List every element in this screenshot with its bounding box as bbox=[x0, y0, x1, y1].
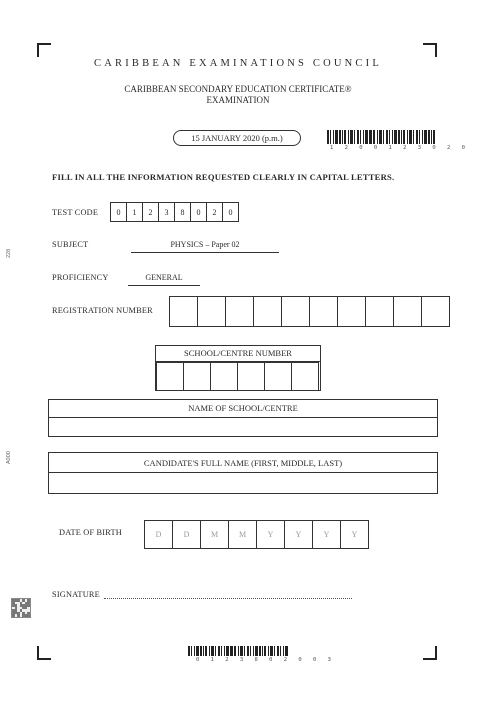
test-code-boxes bbox=[111, 202, 239, 222]
council-title: CARIBBEAN EXAMINATIONS COUNCIL bbox=[94, 58, 382, 69]
margin-mark-upper: 228 bbox=[6, 248, 12, 258]
registration-cell[interactable] bbox=[421, 296, 450, 327]
proficiency-label: PROFICIENCY bbox=[52, 273, 109, 282]
dob-cell[interactable]: D bbox=[144, 520, 173, 549]
school-centre-name-label: NAME OF SCHOOL/CENTRE bbox=[49, 400, 437, 418]
corner-mark-bottom-left bbox=[37, 646, 51, 660]
school-centre-number-label: SCHOOL/CENTRE NUMBER bbox=[156, 346, 320, 362]
proficiency-field[interactable]: GENERAL bbox=[128, 273, 200, 286]
exam-date-badge: 15 JANUARY 2020 (p.m.) bbox=[173, 130, 301, 146]
certificate-title bbox=[0, 84, 476, 106]
registration-number-boxes bbox=[170, 296, 450, 327]
registration-cell[interactable] bbox=[225, 296, 254, 327]
dob-cell[interactable]: Y bbox=[284, 520, 313, 549]
registration-cell[interactable] bbox=[169, 296, 198, 327]
school-centre-number-panel bbox=[155, 345, 321, 391]
barcode-top-caption: 1 2 0 0 1 2 3 0 2 0 bbox=[330, 145, 469, 151]
barcode-bottom bbox=[188, 646, 288, 656]
test-code-cell[interactable]: 2 bbox=[206, 202, 223, 222]
registration-cell[interactable] bbox=[281, 296, 310, 327]
instruction-text: FILL IN ALL THE INFORMATION REQUESTED CLEARLY IN CAPITAL LETTERS. bbox=[52, 172, 395, 182]
candidate-name-label: CANDIDATE'S FULL NAME (FIRST, MIDDLE, LAST) bbox=[49, 453, 437, 473]
school-number-cell[interactable] bbox=[291, 362, 319, 391]
registration-cell[interactable] bbox=[365, 296, 394, 327]
school-number-cell[interactable] bbox=[264, 362, 292, 391]
barcode-bottom-caption: 0 1 2 3 8 0 2 0 0 3 bbox=[196, 657, 335, 663]
date-of-birth-boxes bbox=[145, 520, 369, 549]
school-centre-name-field[interactable] bbox=[49, 418, 437, 436]
candidate-name-panel bbox=[48, 452, 438, 494]
school-number-cell[interactable] bbox=[237, 362, 265, 391]
test-code-cell[interactable]: 3 bbox=[158, 202, 175, 222]
dob-cell[interactable]: M bbox=[228, 520, 257, 549]
registration-number-label: REGISTRATION NUMBER bbox=[52, 306, 153, 315]
registration-cell[interactable] bbox=[197, 296, 226, 327]
test-code-cell[interactable]: 1 bbox=[126, 202, 143, 222]
corner-mark-top-right bbox=[423, 43, 437, 57]
school-centre-number-boxes bbox=[157, 362, 320, 391]
school-number-cell[interactable] bbox=[183, 362, 211, 391]
candidate-name-field[interactable] bbox=[49, 473, 437, 493]
test-code-cell[interactable]: 8 bbox=[174, 202, 191, 222]
certificate-line-1: CARIBBEAN SECONDARY EDUCATION CERTIFICATE® bbox=[124, 84, 352, 94]
dob-cell[interactable]: Y bbox=[256, 520, 285, 549]
school-number-cell[interactable] bbox=[210, 362, 238, 391]
registration-cell[interactable] bbox=[337, 296, 366, 327]
dob-cell[interactable]: Y bbox=[312, 520, 341, 549]
test-code-cell[interactable]: 0 bbox=[190, 202, 207, 222]
test-code-label: TEST CODE bbox=[52, 208, 99, 217]
subject-label: SUBJECT bbox=[52, 240, 89, 249]
signature-line[interactable] bbox=[104, 598, 352, 599]
subject-field[interactable]: PHYSICS – Paper 02 bbox=[131, 240, 279, 253]
dob-cell[interactable]: Y bbox=[340, 520, 369, 549]
dob-cell[interactable]: M bbox=[200, 520, 229, 549]
dob-cell[interactable]: D bbox=[172, 520, 201, 549]
qr-code-icon bbox=[11, 598, 31, 618]
registration-cell[interactable] bbox=[393, 296, 422, 327]
margin-mark-lower: A000 bbox=[6, 451, 12, 464]
corner-mark-top-left bbox=[37, 43, 51, 57]
date-of-birth-label: DATE OF BIRTH bbox=[59, 528, 122, 537]
test-code-cell[interactable]: 0 bbox=[222, 202, 239, 222]
certificate-line-2: EXAMINATION bbox=[206, 95, 270, 105]
registration-cell[interactable] bbox=[309, 296, 338, 327]
school-centre-name-panel bbox=[48, 399, 438, 437]
barcode-top bbox=[327, 130, 435, 144]
school-number-cell[interactable] bbox=[156, 362, 184, 391]
registration-cell[interactable] bbox=[253, 296, 282, 327]
test-code-cell[interactable]: 2 bbox=[142, 202, 159, 222]
signature-label: SIGNATURE bbox=[52, 590, 100, 599]
corner-mark-bottom-right bbox=[423, 646, 437, 660]
test-code-cell[interactable]: 0 bbox=[110, 202, 127, 222]
